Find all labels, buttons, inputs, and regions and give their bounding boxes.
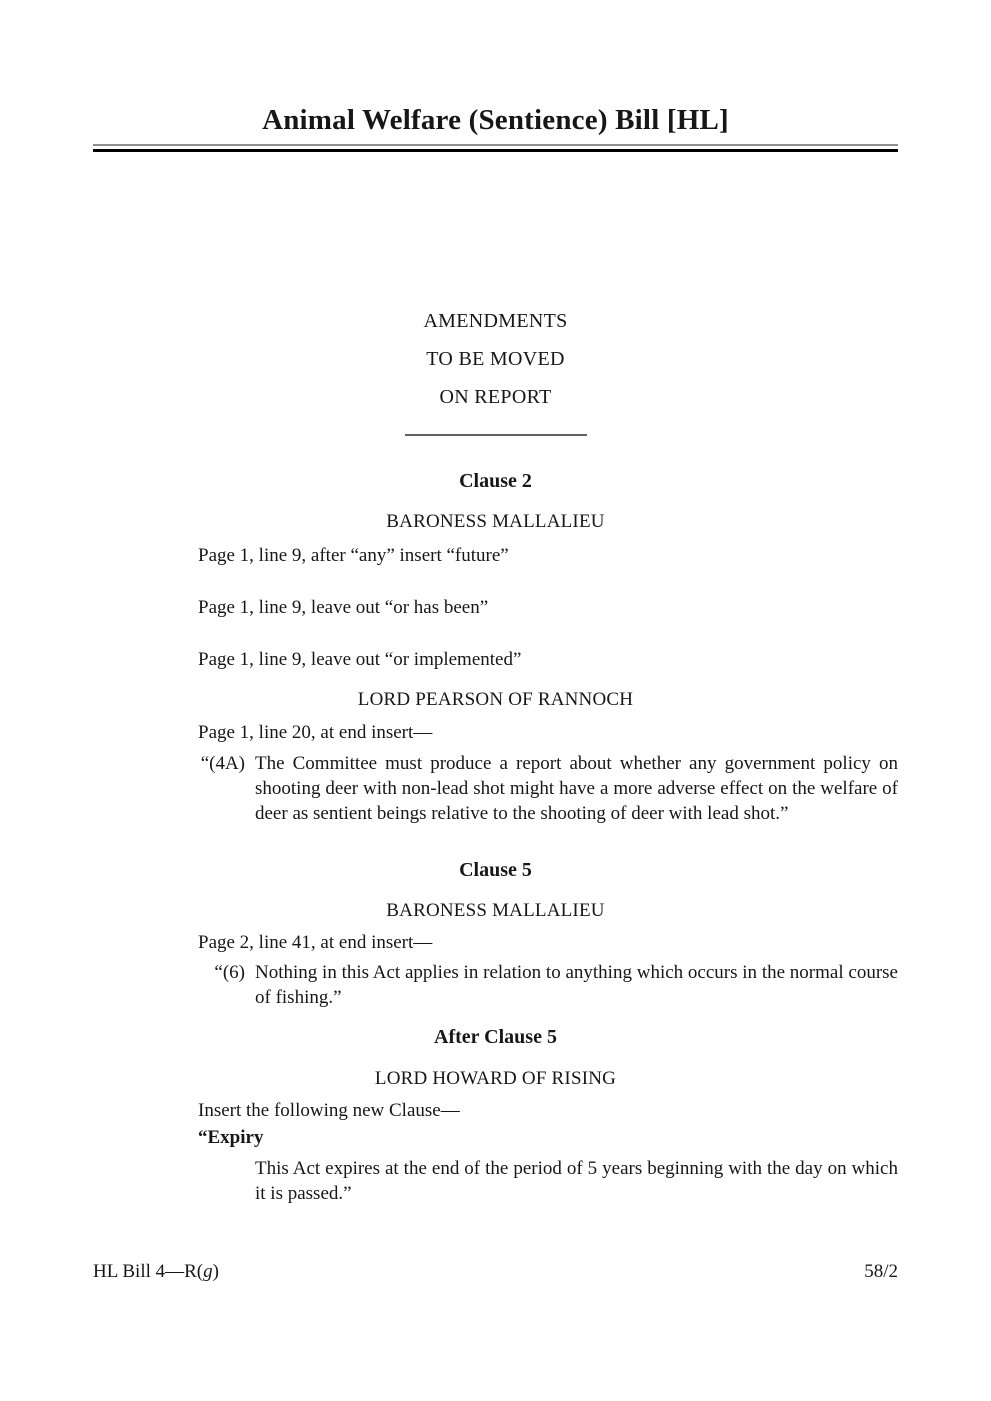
sheet-number: 58/2: [864, 1261, 898, 1282]
after-clause-5-heading: After Clause 5: [434, 1026, 557, 1048]
inserted-new-clause-text: [255, 1156, 898, 1206]
amendment-instruction: Page 2, line 41, at end insert—: [198, 932, 433, 953]
bill-reference-italic: g: [203, 1261, 213, 1282]
bill-reference: [93, 1261, 219, 1283]
amendment-instruction: Page 1, line 9, after “any” insert “future”: [198, 545, 509, 566]
subsection-label: “(6): [214, 962, 245, 983]
bill-reference-text: HL Bill 4—R(: [93, 1261, 204, 1282]
new-clause-title-expiry: “Expiry: [198, 1127, 264, 1148]
title-rule: [93, 144, 898, 152]
cover-line-to-be-moved: TO BE MOVED: [426, 348, 565, 370]
amendment-instruction: Page 1, line 20, at end insert—: [198, 722, 433, 743]
amendment-instruction: Page 1, line 9, leave out “or has been”: [198, 597, 489, 618]
clause-2-heading: Clause 2: [459, 470, 532, 492]
sponsor-name-mallalieu: BARONESS MALLALIEU: [386, 511, 605, 532]
subsection-text: The Committee must produce a report about whether any government policy on shooting deer with non-lead shot might have a more adverse effect on the welfare of deer as sentient beings relative to the shooting of deer with lead shot.”: [255, 753, 898, 824]
title-rule-thick: [93, 149, 898, 152]
sponsor-name-mallalieu: BARONESS MALLALIEU: [386, 900, 605, 921]
new-clause-text: This Act expires at the end of the period of 5 years beginning with the day on which it is passed.”: [255, 1158, 898, 1204]
bill-reference-close: ): [212, 1261, 219, 1282]
page-footer: [93, 1261, 898, 1283]
bill-title: Animal Welfare (Sentience) Bill [HL]: [262, 104, 729, 136]
amendment-instruction: Insert the following new Clause—: [198, 1100, 460, 1121]
sponsor-name-pearson: LORD PEARSON OF RANNOCH: [357, 689, 634, 710]
cover-line-amendments: AMENDMENTS: [423, 310, 568, 332]
title-rule-thin: [93, 144, 898, 146]
clause-5-heading: Clause 5: [459, 859, 532, 881]
separator-rule: [405, 434, 587, 436]
inserted-subsection-6: [214, 960, 898, 1010]
cover-heading: [0, 302, 991, 416]
subsection-label: “(4A): [200, 753, 245, 774]
subsection-text: Nothing in this Act applies in relation to anything which occurs in the normal course of fishing.”: [255, 962, 898, 1008]
cover-line-on-report: ON REPORT: [439, 386, 552, 408]
sponsor-name-howard: LORD HOWARD OF RISING: [374, 1068, 617, 1089]
amendment-instruction: Page 1, line 9, leave out “or implemented”: [198, 649, 522, 670]
inserted-subsection-4a: [200, 751, 898, 826]
